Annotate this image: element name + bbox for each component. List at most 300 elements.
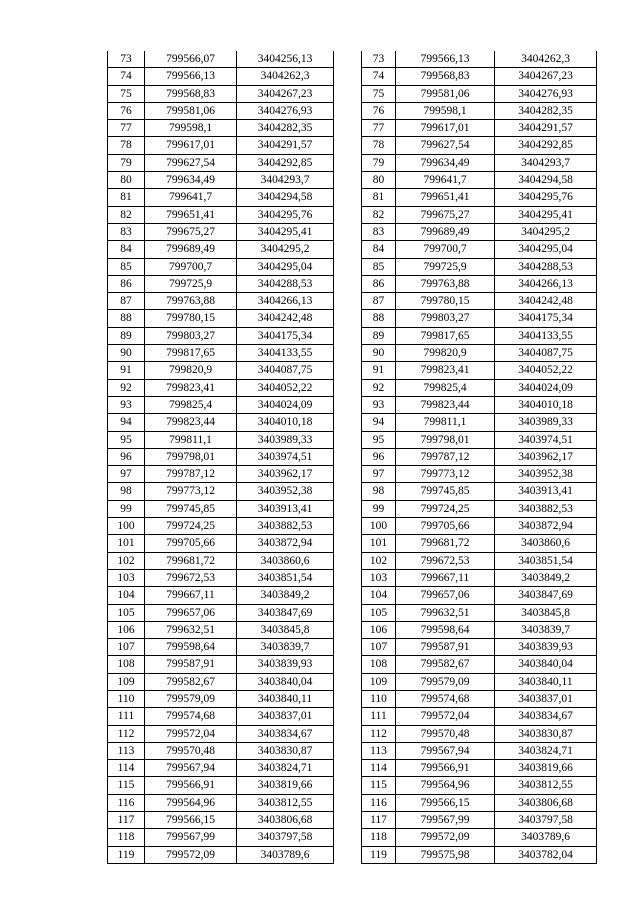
point-number-cell: 94 <box>362 414 396 431</box>
point-number-cell: 97 <box>362 466 396 483</box>
table-row <box>362 206 597 223</box>
table-row <box>362 812 597 829</box>
x-coordinate-cell: 799574,68 <box>396 690 495 707</box>
x-coordinate-cell: 799575,98 <box>396 846 495 863</box>
x-coordinate-cell: 799672,53 <box>396 552 495 569</box>
point-number-cell: 93 <box>362 396 396 413</box>
x-coordinate-cell: 799780,15 <box>396 293 495 310</box>
x-coordinate-cell: 799566,91 <box>145 777 237 794</box>
y-coordinate-cell: 3404242,48 <box>237 310 334 327</box>
point-number-cell: 105 <box>108 604 145 621</box>
point-number-cell: 99 <box>108 500 145 517</box>
point-number-cell: 98 <box>362 483 396 500</box>
table-row <box>362 362 597 379</box>
table-row <box>362 760 597 777</box>
y-coordinate-cell: 3403834,67 <box>495 708 597 725</box>
x-coordinate-cell: 799672,53 <box>145 569 237 586</box>
point-number-cell: 84 <box>108 241 145 258</box>
x-coordinate-cell: 799675,27 <box>145 223 237 240</box>
table-row <box>108 51 334 68</box>
y-coordinate-cell: 3403806,68 <box>495 794 597 811</box>
y-coordinate-cell: 3404087,75 <box>237 362 334 379</box>
table-row <box>108 552 334 569</box>
point-number-cell: 80 <box>362 172 396 189</box>
point-number-cell: 88 <box>108 310 145 327</box>
x-coordinate-cell: 799581,06 <box>396 85 495 102</box>
x-coordinate-cell: 799641,7 <box>396 172 495 189</box>
point-number-cell: 77 <box>362 120 396 137</box>
y-coordinate-cell: 3404288,53 <box>237 275 334 292</box>
point-number-cell: 79 <box>362 154 396 171</box>
x-coordinate-cell: 799627,54 <box>145 154 237 171</box>
point-number-cell: 86 <box>362 275 396 292</box>
point-number-cell: 96 <box>108 448 145 465</box>
table-row <box>108 742 334 759</box>
x-coordinate-cell: 799657,06 <box>396 587 495 604</box>
x-coordinate-cell: 799780,15 <box>145 310 237 327</box>
table-row <box>362 639 597 656</box>
table-row <box>108 587 334 604</box>
point-number-cell: 73 <box>108 51 145 68</box>
point-number-cell: 106 <box>362 621 396 638</box>
table-row <box>108 829 334 846</box>
x-coordinate-cell: 799574,68 <box>145 708 237 725</box>
y-coordinate-cell: 3404282,35 <box>237 120 334 137</box>
y-coordinate-cell: 3404266,13 <box>237 293 334 310</box>
table-row <box>362 345 597 362</box>
y-coordinate-cell: 3404292,85 <box>237 154 334 171</box>
point-number-cell: 117 <box>108 812 145 829</box>
point-number-cell: 103 <box>362 569 396 586</box>
x-coordinate-cell: 799705,66 <box>396 518 495 535</box>
table-row <box>108 708 334 725</box>
y-coordinate-cell: 3403837,01 <box>495 690 597 707</box>
table-row <box>108 483 334 500</box>
table-row <box>362 794 597 811</box>
x-coordinate-cell: 799725,9 <box>145 275 237 292</box>
point-number-cell: 81 <box>362 189 396 206</box>
table-row <box>108 345 334 362</box>
coordinates-table-left-body <box>108 51 334 863</box>
table-row <box>108 362 334 379</box>
point-number-cell: 97 <box>108 466 145 483</box>
x-coordinate-cell: 799567,99 <box>145 829 237 846</box>
table-row <box>362 51 597 68</box>
point-number-cell: 101 <box>108 535 145 552</box>
table-row <box>362 120 597 137</box>
table-row <box>362 172 597 189</box>
y-coordinate-cell: 3403860,6 <box>237 552 334 569</box>
y-coordinate-cell: 3403952,38 <box>495 466 597 483</box>
x-coordinate-cell: 799798,01 <box>145 448 237 465</box>
point-number-cell: 119 <box>362 846 396 863</box>
table-row <box>108 690 334 707</box>
y-coordinate-cell: 3404276,93 <box>237 102 334 119</box>
point-number-cell: 75 <box>362 85 396 102</box>
point-number-cell: 108 <box>362 656 396 673</box>
y-coordinate-cell: 3404175,34 <box>237 327 334 344</box>
point-number-cell: 89 <box>108 327 145 344</box>
table-row <box>108 172 334 189</box>
table-row <box>362 310 597 327</box>
y-coordinate-cell: 3403819,66 <box>237 777 334 794</box>
table-row <box>362 708 597 725</box>
y-coordinate-cell: 3404262,3 <box>495 51 597 68</box>
table-row <box>362 189 597 206</box>
y-coordinate-cell: 3403849,2 <box>495 569 597 586</box>
point-number-cell: 116 <box>362 794 396 811</box>
x-coordinate-cell: 799705,66 <box>145 535 237 552</box>
x-coordinate-cell: 799579,09 <box>145 690 237 707</box>
y-coordinate-cell: 3403812,55 <box>237 794 334 811</box>
x-coordinate-cell: 799579,09 <box>396 673 495 690</box>
x-coordinate-cell: 799823,41 <box>396 362 495 379</box>
table-row <box>362 656 597 673</box>
table-row <box>362 552 597 569</box>
point-number-cell: 95 <box>362 431 396 448</box>
y-coordinate-cell: 3403830,87 <box>495 725 597 742</box>
point-number-cell: 78 <box>108 137 145 154</box>
table-row <box>362 379 597 396</box>
point-number-cell: 83 <box>362 223 396 240</box>
point-number-cell: 91 <box>108 362 145 379</box>
point-number-cell: 109 <box>108 673 145 690</box>
y-coordinate-cell: 3403834,67 <box>237 725 334 742</box>
y-coordinate-cell: 3403840,04 <box>495 656 597 673</box>
point-number-cell: 87 <box>362 293 396 310</box>
table-row <box>108 258 334 275</box>
table-row <box>362 431 597 448</box>
x-coordinate-cell: 799566,07 <box>145 51 237 68</box>
table-row <box>362 68 597 85</box>
x-coordinate-cell: 799681,72 <box>396 535 495 552</box>
point-number-cell: 99 <box>362 500 396 517</box>
y-coordinate-cell: 3403962,17 <box>237 466 334 483</box>
point-number-cell: 113 <box>108 742 145 759</box>
y-coordinate-cell: 3404052,22 <box>237 379 334 396</box>
table-row <box>362 137 597 154</box>
y-coordinate-cell: 3404024,09 <box>495 379 597 396</box>
point-number-cell: 117 <box>362 812 396 829</box>
table-row <box>108 120 334 137</box>
x-coordinate-cell: 799564,96 <box>396 777 495 794</box>
x-coordinate-cell: 799567,94 <box>396 742 495 759</box>
x-coordinate-cell: 799667,11 <box>145 587 237 604</box>
point-number-cell: 107 <box>108 639 145 656</box>
y-coordinate-cell: 3403824,71 <box>495 742 597 759</box>
y-coordinate-cell: 3403847,69 <box>237 604 334 621</box>
x-coordinate-cell: 799634,49 <box>396 154 495 171</box>
point-number-cell: 101 <box>362 535 396 552</box>
x-coordinate-cell: 799823,41 <box>145 379 237 396</box>
table-row <box>362 327 597 344</box>
x-coordinate-cell: 799798,01 <box>396 431 495 448</box>
point-number-cell: 106 <box>108 621 145 638</box>
point-number-cell: 113 <box>362 742 396 759</box>
table-row <box>108 293 334 310</box>
y-coordinate-cell: 3403789,6 <box>237 846 334 863</box>
point-number-cell: 79 <box>108 154 145 171</box>
y-coordinate-cell: 3404133,55 <box>237 345 334 362</box>
y-coordinate-cell: 3404288,53 <box>495 258 597 275</box>
table-row <box>108 154 334 171</box>
point-number-cell: 85 <box>108 258 145 275</box>
y-coordinate-cell: 3403952,38 <box>237 483 334 500</box>
x-coordinate-cell: 799700,7 <box>145 258 237 275</box>
point-number-cell: 76 <box>362 102 396 119</box>
point-number-cell: 84 <box>362 241 396 258</box>
y-coordinate-cell: 3403782,04 <box>495 846 597 863</box>
y-coordinate-cell: 3404295,04 <box>495 241 597 258</box>
x-coordinate-cell: 799817,65 <box>396 327 495 344</box>
x-coordinate-cell: 799651,41 <box>145 206 237 223</box>
point-number-cell: 105 <box>362 604 396 621</box>
table-row <box>108 639 334 656</box>
table-row <box>108 379 334 396</box>
point-number-cell: 109 <box>362 673 396 690</box>
x-coordinate-cell: 799572,09 <box>145 846 237 863</box>
y-coordinate-cell: 3403840,11 <box>495 673 597 690</box>
coordinates-table-right-body <box>362 51 597 863</box>
table-row <box>362 621 597 638</box>
y-coordinate-cell: 3404291,57 <box>495 120 597 137</box>
x-coordinate-cell: 799724,25 <box>145 518 237 535</box>
x-coordinate-cell: 799567,99 <box>396 812 495 829</box>
table-row <box>362 483 597 500</box>
point-number-cell: 98 <box>108 483 145 500</box>
table-row <box>108 621 334 638</box>
y-coordinate-cell: 3404266,13 <box>495 275 597 292</box>
table-row <box>362 448 597 465</box>
table-row <box>108 448 334 465</box>
table-row <box>108 327 334 344</box>
point-number-cell: 103 <box>108 569 145 586</box>
point-number-cell: 104 <box>362 587 396 604</box>
y-coordinate-cell: 3404293,7 <box>237 172 334 189</box>
table-row <box>362 604 597 621</box>
y-coordinate-cell: 3403840,04 <box>237 673 334 690</box>
point-number-cell: 91 <box>362 362 396 379</box>
table-row <box>108 777 334 794</box>
x-coordinate-cell: 799773,12 <box>396 466 495 483</box>
y-coordinate-cell: 3404010,18 <box>237 414 334 431</box>
x-coordinate-cell: 799598,64 <box>396 621 495 638</box>
x-coordinate-cell: 799817,65 <box>145 345 237 362</box>
x-coordinate-cell: 799773,12 <box>145 483 237 500</box>
y-coordinate-cell: 3403851,54 <box>237 569 334 586</box>
point-number-cell: 90 <box>108 345 145 362</box>
table-row <box>362 673 597 690</box>
x-coordinate-cell: 799811,1 <box>145 431 237 448</box>
table-row <box>108 241 334 258</box>
x-coordinate-cell: 799566,13 <box>396 51 495 68</box>
x-coordinate-cell: 799681,72 <box>145 552 237 569</box>
x-coordinate-cell: 799641,7 <box>145 189 237 206</box>
y-coordinate-cell: 3404282,35 <box>495 102 597 119</box>
table-row <box>108 223 334 240</box>
table-row <box>362 258 597 275</box>
x-coordinate-cell: 799745,85 <box>145 500 237 517</box>
point-number-cell: 89 <box>362 327 396 344</box>
point-number-cell: 116 <box>108 794 145 811</box>
y-coordinate-cell: 3403797,58 <box>495 812 597 829</box>
point-number-cell: 81 <box>108 189 145 206</box>
x-coordinate-cell: 799572,04 <box>396 708 495 725</box>
x-coordinate-cell: 799825,4 <box>145 396 237 413</box>
x-coordinate-cell: 799825,4 <box>396 379 495 396</box>
table-row <box>108 656 334 673</box>
y-coordinate-cell: 3404276,93 <box>495 85 597 102</box>
point-number-cell: 93 <box>108 396 145 413</box>
point-number-cell: 88 <box>362 310 396 327</box>
x-coordinate-cell: 799745,85 <box>396 483 495 500</box>
y-coordinate-cell: 3403962,17 <box>495 448 597 465</box>
x-coordinate-cell: 799823,44 <box>396 396 495 413</box>
y-coordinate-cell: 3404295,2 <box>237 241 334 258</box>
y-coordinate-cell: 3403974,51 <box>495 431 597 448</box>
point-number-cell: 75 <box>108 85 145 102</box>
point-number-cell: 111 <box>108 708 145 725</box>
y-coordinate-cell: 3403797,58 <box>237 829 334 846</box>
y-coordinate-cell: 3404175,34 <box>495 310 597 327</box>
x-coordinate-cell: 799689,49 <box>145 241 237 258</box>
table-row <box>362 535 597 552</box>
y-coordinate-cell: 3403989,33 <box>495 414 597 431</box>
y-coordinate-cell: 3404295,76 <box>237 206 334 223</box>
y-coordinate-cell: 3403839,7 <box>495 621 597 638</box>
point-number-cell: 73 <box>362 51 396 68</box>
table-row <box>108 466 334 483</box>
y-coordinate-cell: 3404256,13 <box>237 51 334 68</box>
y-coordinate-cell: 3404294,58 <box>495 172 597 189</box>
table-row <box>108 673 334 690</box>
y-coordinate-cell: 3403847,69 <box>495 587 597 604</box>
table-row <box>108 794 334 811</box>
y-coordinate-cell: 3404293,7 <box>495 154 597 171</box>
y-coordinate-cell: 3404242,48 <box>495 293 597 310</box>
point-number-cell: 108 <box>108 656 145 673</box>
x-coordinate-cell: 799566,13 <box>145 68 237 85</box>
table-row <box>362 414 597 431</box>
point-number-cell: 80 <box>108 172 145 189</box>
x-coordinate-cell: 799568,83 <box>396 68 495 85</box>
point-number-cell: 119 <box>108 846 145 863</box>
point-number-cell: 74 <box>362 68 396 85</box>
point-number-cell: 74 <box>108 68 145 85</box>
table-row <box>362 587 597 604</box>
table-row <box>108 137 334 154</box>
y-coordinate-cell: 3403789,6 <box>495 829 597 846</box>
table-row <box>108 206 334 223</box>
y-coordinate-cell: 3404294,58 <box>237 189 334 206</box>
y-coordinate-cell: 3403839,7 <box>237 639 334 656</box>
point-number-cell: 110 <box>362 690 396 707</box>
y-coordinate-cell: 3403860,6 <box>495 535 597 552</box>
y-coordinate-cell: 3404295,41 <box>495 206 597 223</box>
point-number-cell: 76 <box>108 102 145 119</box>
y-coordinate-cell: 3403845,8 <box>237 621 334 638</box>
table-row <box>108 535 334 552</box>
point-number-cell: 104 <box>108 587 145 604</box>
x-coordinate-cell: 799803,27 <box>145 327 237 344</box>
y-coordinate-cell: 3403819,66 <box>495 760 597 777</box>
x-coordinate-cell: 799763,88 <box>145 293 237 310</box>
table-row <box>362 102 597 119</box>
table-row <box>362 846 597 863</box>
x-coordinate-cell: 799568,83 <box>145 85 237 102</box>
table-row <box>108 518 334 535</box>
x-coordinate-cell: 799566,15 <box>396 794 495 811</box>
point-number-cell: 115 <box>362 777 396 794</box>
y-coordinate-cell: 3404052,22 <box>495 362 597 379</box>
y-coordinate-cell: 3404291,57 <box>237 137 334 154</box>
y-coordinate-cell: 3403913,41 <box>495 483 597 500</box>
y-coordinate-cell: 3404295,2 <box>495 223 597 240</box>
x-coordinate-cell: 799598,1 <box>396 102 495 119</box>
y-coordinate-cell: 3403845,8 <box>495 604 597 621</box>
x-coordinate-cell: 799634,49 <box>145 172 237 189</box>
table-row <box>108 189 334 206</box>
y-coordinate-cell: 3403824,71 <box>237 760 334 777</box>
table-row <box>362 154 597 171</box>
y-coordinate-cell: 3404292,85 <box>495 137 597 154</box>
y-coordinate-cell: 3403812,55 <box>495 777 597 794</box>
point-number-cell: 78 <box>362 137 396 154</box>
point-number-cell: 82 <box>108 206 145 223</box>
table-row <box>108 414 334 431</box>
table-row <box>362 725 597 742</box>
point-number-cell: 118 <box>108 829 145 846</box>
x-coordinate-cell: 799566,15 <box>145 812 237 829</box>
x-coordinate-cell: 799675,27 <box>396 206 495 223</box>
x-coordinate-cell: 799700,7 <box>396 241 495 258</box>
point-number-cell: 92 <box>108 379 145 396</box>
point-number-cell: 83 <box>108 223 145 240</box>
x-coordinate-cell: 799570,48 <box>396 725 495 742</box>
table-row <box>108 760 334 777</box>
x-coordinate-cell: 799572,04 <box>145 725 237 742</box>
x-coordinate-cell: 799763,88 <box>396 275 495 292</box>
y-coordinate-cell: 3404087,75 <box>495 345 597 362</box>
x-coordinate-cell: 799787,12 <box>145 466 237 483</box>
point-number-cell: 95 <box>108 431 145 448</box>
point-number-cell: 77 <box>108 120 145 137</box>
y-coordinate-cell: 3404024,09 <box>237 396 334 413</box>
x-coordinate-cell: 799582,67 <box>145 673 237 690</box>
x-coordinate-cell: 799787,12 <box>396 448 495 465</box>
point-number-cell: 96 <box>362 448 396 465</box>
y-coordinate-cell: 3403839,93 <box>495 639 597 656</box>
y-coordinate-cell: 3404295,76 <box>495 189 597 206</box>
x-coordinate-cell: 799564,96 <box>145 794 237 811</box>
table-row <box>108 102 334 119</box>
x-coordinate-cell: 799820,9 <box>396 345 495 362</box>
point-number-cell: 102 <box>108 552 145 569</box>
x-coordinate-cell: 799587,91 <box>396 639 495 656</box>
point-number-cell: 118 <box>362 829 396 846</box>
point-number-cell: 100 <box>362 518 396 535</box>
table-row <box>108 396 334 413</box>
x-coordinate-cell: 799651,41 <box>396 189 495 206</box>
x-coordinate-cell: 799689,49 <box>396 223 495 240</box>
y-coordinate-cell: 3403872,94 <box>495 518 597 535</box>
y-coordinate-cell: 3403839,93 <box>237 656 334 673</box>
table-row <box>108 500 334 517</box>
x-coordinate-cell: 799632,51 <box>145 621 237 638</box>
x-coordinate-cell: 799820,9 <box>145 362 237 379</box>
table-row <box>108 604 334 621</box>
point-number-cell: 94 <box>108 414 145 431</box>
